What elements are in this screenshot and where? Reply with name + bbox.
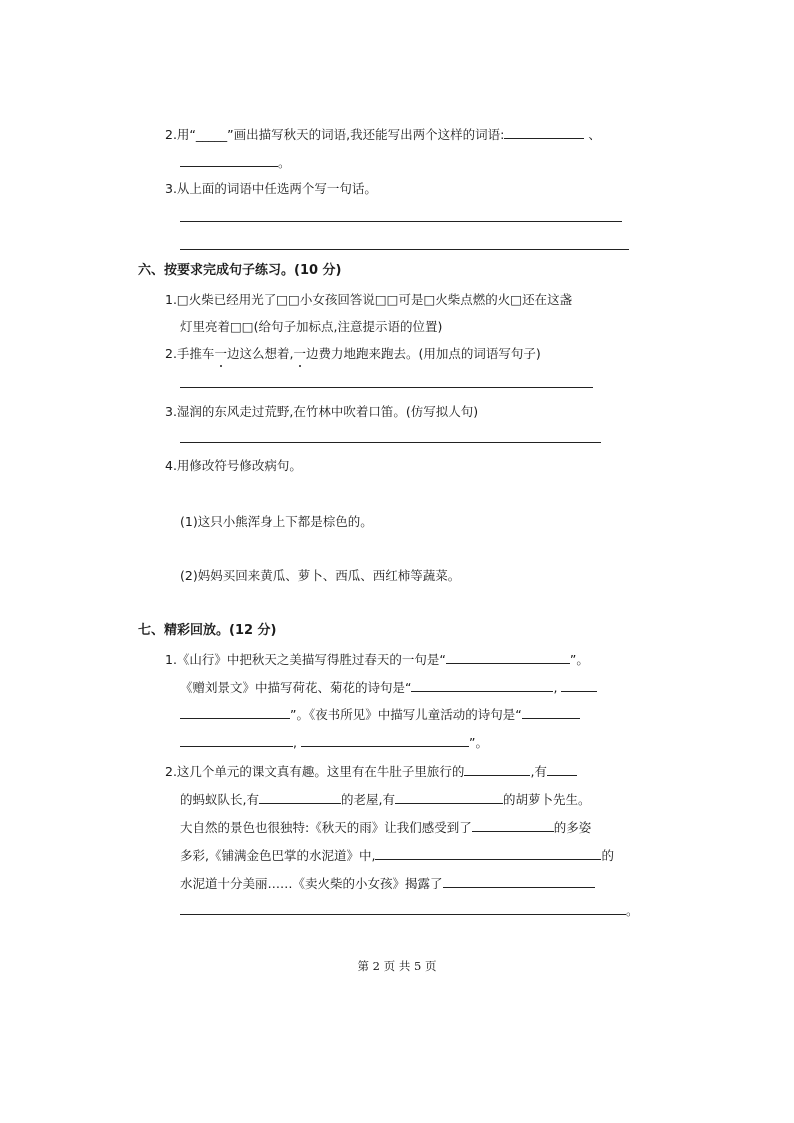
q5-word-blank-1[interactable] [504, 125, 584, 139]
s7-item2-l2b: 的老屋,有 [340, 792, 395, 807]
s7-matchgirl-blank-1[interactable] [443, 874, 595, 888]
q5-item2-end: 。 [278, 155, 291, 170]
q5-word-blank-2[interactable] [180, 153, 278, 167]
s6-item2-prompt [165, 345, 541, 363]
s6-item2-pre: 2.手推车 [165, 346, 215, 361]
s7-item1-line2 [180, 678, 597, 697]
s7-item2-end: 。 [626, 903, 639, 918]
s7-matchgirl-blank-2[interactable] [180, 901, 626, 915]
section7-heading: 七、精彩回放。(12 分) [138, 623, 277, 638]
s6-item1-line1: 1.□火柴已经用光了□□小女孩回答说□□可是□火柴点燃的火□还在这盏 [165, 292, 573, 307]
s7-travel-blank[interactable] [464, 762, 530, 776]
q5-item2-line2 [180, 153, 291, 172]
s6-item1-line2: 灯里亮着□□(给句子加标点,注意提示语的位置) [180, 319, 443, 334]
s7-house-blank[interactable] [259, 790, 341, 804]
s7-item2-l3a: 大自然的景色也很独特:《秋天的雨》让我们感受到了 [180, 820, 472, 835]
s7-carrot-blank[interactable] [395, 790, 503, 804]
q5-item2-line1 [165, 125, 601, 144]
s7-road-blank[interactable] [375, 846, 601, 860]
s7-item2-l3b: 的多姿 [553, 820, 592, 835]
s7-item1-l2a: 《赠刘景文》中描写荷花、菊花的诗句是“ [180, 680, 412, 695]
s6-item4-prompt: 4.用修改符号修改病句。 [165, 458, 302, 473]
s7-item2-line3 [180, 818, 591, 837]
s7-item2-line4 [180, 846, 614, 865]
s7-item2-l4a: 多彩,《铺满金色巴掌的水泥道》中, [180, 848, 376, 863]
s7-shanxing-blank[interactable] [446, 650, 570, 664]
s6-item2-mid2: 边费力地跑来跑去。(用加点的词语写句子) [305, 346, 541, 361]
s6-sub2-sentence[interactable]: (2)妈妈买回来黄瓜、萝卜、西瓜、西红柿等蔬菜。 [180, 568, 461, 583]
page-footer: 第 2 页 共 5 页 [357, 959, 437, 973]
s7-rain-blank[interactable] [472, 818, 554, 832]
q5-item2-prefix: 2.用“ [165, 127, 196, 142]
q5-answer-line-2[interactable] [180, 249, 629, 250]
s7-item2-l2a: 的蚂蚁队长,有 [180, 792, 259, 807]
s7-item1-l4a: , [293, 735, 297, 750]
s6-sub1-sentence[interactable]: (1)这只小熊浑身上下都是棕色的。 [180, 514, 373, 529]
s7-item2-l5a: 水泥道十分美丽……《卖火柴的小女孩》揭露了 [180, 876, 443, 891]
s7-item2-line2 [180, 790, 590, 809]
q5-item2-middle: ”画出描写秋天的词语,我还能写出两个这样的词语: [227, 127, 505, 142]
s7-item2-l1b: ,有 [530, 764, 547, 779]
q5-answer-line-1[interactable] [180, 221, 622, 222]
s7-zengliu-blank-2[interactable] [561, 678, 597, 692]
s7-item1-l3a: ”。《夜书所见》中描写儿童活动的诗句是“ [290, 707, 522, 722]
s6-item2-mid1: 边这么想着, [226, 346, 294, 361]
emphasis-dot-1: 一 [214, 346, 227, 361]
s7-item2-l2c: 的胡萝卜先生。 [502, 792, 591, 807]
s7-item2-l1a: 2.这几个单元的课文真有趣。这里有在牛肚子里旅行的 [165, 764, 465, 779]
s7-item2-l4b: 的 [601, 848, 614, 863]
s7-yeshu-blank-3[interactable] [301, 733, 469, 747]
s7-item1-line1 [165, 650, 589, 669]
s7-item1-line3 [180, 705, 580, 724]
s7-ant-blank[interactable] [547, 762, 577, 776]
s6-item3-answer-line[interactable] [180, 442, 601, 443]
s7-item1-l1a: 1.《山行》中把秋天之美描写得胜过春天的一句是“ [165, 652, 446, 667]
s6-item2-answer-line[interactable] [180, 387, 593, 388]
s6-item3-prompt: 3.湿润的东风走过荒野,在竹林中吹着口笛。(仿写拟人句) [165, 404, 479, 419]
s7-yeshu-blank-2[interactable] [180, 733, 293, 747]
s7-item1-l1b: ”。 [569, 652, 589, 667]
q5-item2-sep: 、 [588, 127, 601, 142]
s7-item1-l2b: , [553, 680, 558, 695]
q5-item2-mark-blank: _____ [195, 127, 228, 142]
s7-zengliu-blank-3[interactable] [180, 705, 290, 719]
section6-heading: 六、按要求完成句子练习。(10 分) [138, 263, 342, 278]
s7-zengliu-blank-1[interactable] [411, 678, 553, 692]
s7-item2-line6 [180, 901, 639, 920]
s7-item2-line5 [180, 874, 595, 893]
s7-item1-l4b: ”。 [468, 735, 488, 750]
s7-item1-line4 [180, 733, 488, 752]
q5-item3-prompt: 3.从上面的词语中任选两个写一句话。 [165, 181, 377, 196]
emphasis-dot-2: 一 [293, 346, 306, 361]
s7-yeshu-blank-1[interactable] [522, 705, 580, 719]
s7-item2-line1 [165, 762, 577, 781]
